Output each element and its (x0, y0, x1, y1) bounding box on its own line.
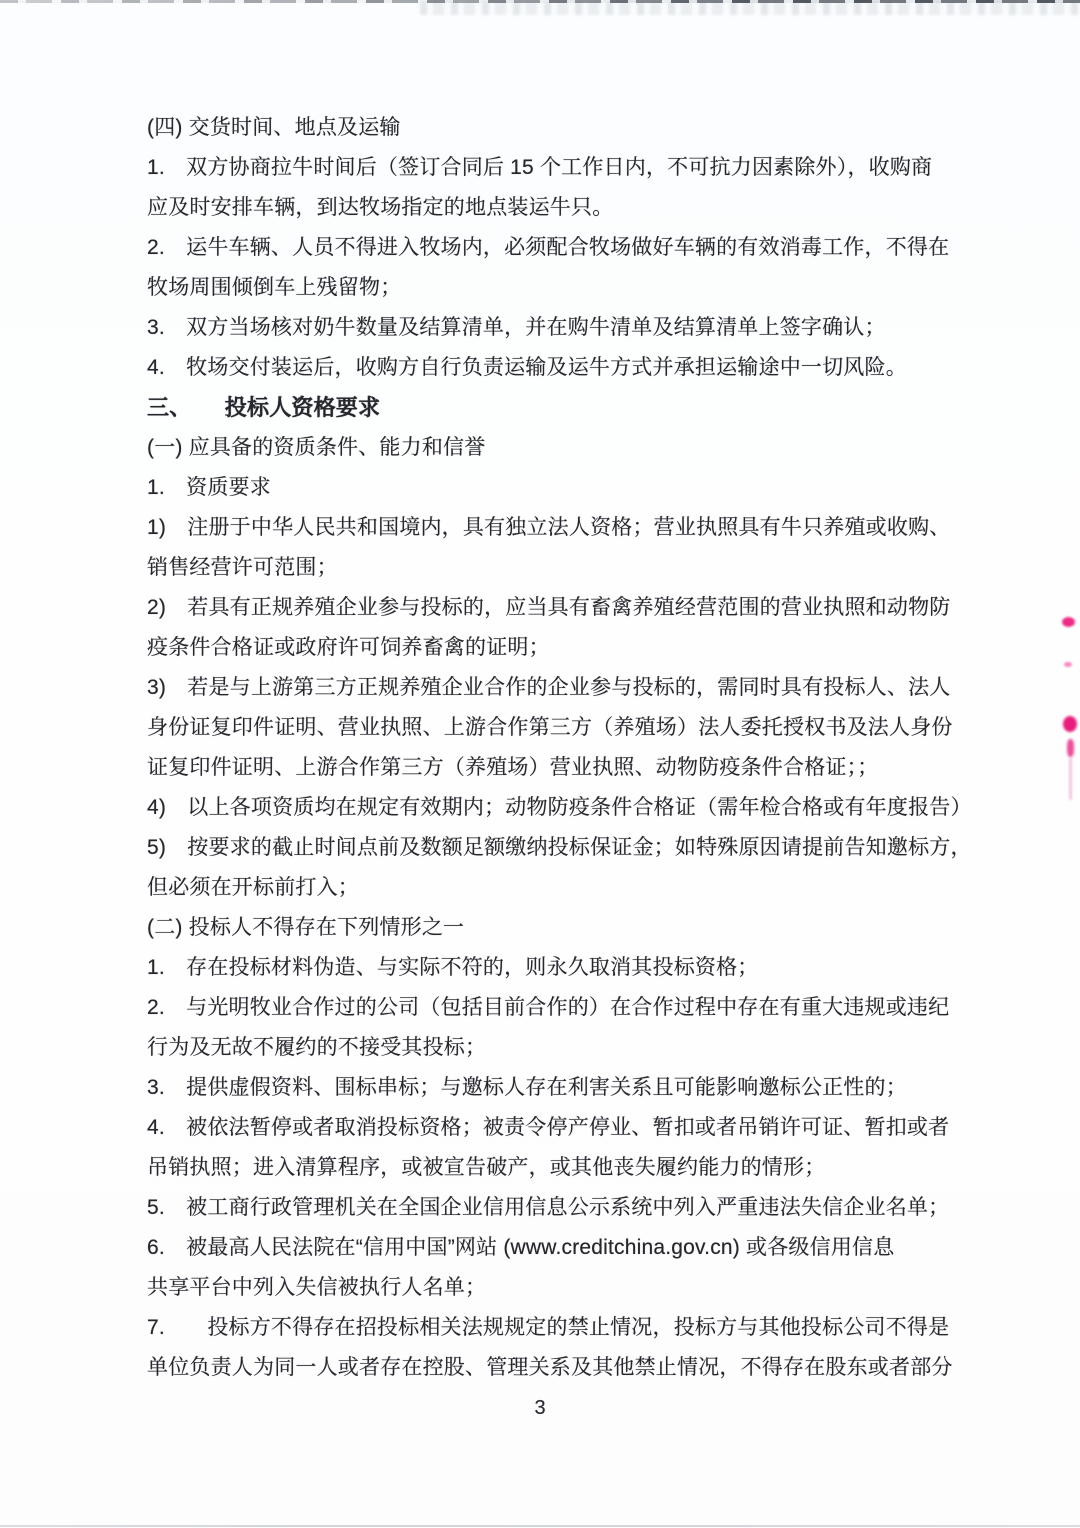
text-line: 牧场周围倾倒车上残留物； (147, 276, 402, 299)
text-line: 6. 被最高人民法院在“信用中国”网站 (www.creditchina.gov.cn) 或各级信用信息 (147, 1236, 895, 1259)
text-line: 证复印件证明、上游合作第三方（养殖场）营业执照、动物防疫条件合格证；； (147, 756, 879, 779)
document-text (147, 108, 972, 1388)
pink-ink-mark (1062, 617, 1075, 627)
text-line: 共享平台中列入失信被执行人名单； (147, 1276, 487, 1299)
text-line: (四) 交货时间、地点及运输 (147, 116, 401, 139)
text-line: 4. 被依法暂停或者取消投标资格；被责令停产停业、暂扣或者吊销许可证、暂扣或者 (147, 1116, 950, 1139)
text-line: 3. 双方当场核对奶牛数量及结算清单，并在购牛清单及结算清单上签字确认； (147, 316, 886, 339)
text-line: 5) 按要求的截止时间点前及数额足额缴纳投标保证金；如特殊原因请提前告知邀标方， (147, 836, 972, 859)
text-line: 2. 与光明牧业合作过的公司（包括目前合作的）在合作过程中存在有重大违规或违纪 (147, 996, 950, 1019)
text-line: 但必须在开标前打入； (147, 876, 359, 899)
text-line: 行为及无故不履约的不接受其投标； (147, 1036, 487, 1059)
text-line: (二) 投标人不得存在下列情形之一 (147, 916, 465, 939)
scan-artifact-bottom-edge (0, 1525, 1080, 1527)
pink-ink-mark (1064, 662, 1072, 667)
text-line: 3) 若是与上游第三方正规养殖企业合作的企业参与投标的，需同时具有投标人、法人 (147, 676, 951, 699)
text-line: 销售经营许可范围； (147, 556, 338, 579)
text-line: 7. 投标方不得存在招投标相关法规规定的禁止情况，投标方与其他投标公司不得是 (147, 1316, 950, 1339)
pink-ink-streak (1069, 758, 1072, 800)
section-heading-line: 三、 投标人资格要求 (147, 395, 381, 420)
page-number: 3 (534, 1397, 546, 1419)
pink-ink-mark (1067, 739, 1074, 757)
text-line: 2) 若具有正规养殖企业参与投标的，应当具有畜禽养殖经营范围的营业执照和动物防 (147, 596, 951, 619)
text-line: 4) 以上各项资质均在规定有效期内；动物防疫条件合格证（需年检合格或有年度报告） (147, 796, 972, 819)
pink-ink-mark (1063, 716, 1077, 732)
text-line: 3. 提供虚假资料、围标串标；与邀标人存在利害关系且可能影响邀标公正性的； (147, 1076, 907, 1099)
text-line: 单位负责人为同一人或者存在控股、管理关系及其他禁止情况，不得存在股东或者部分 (147, 1356, 953, 1379)
text-line: 疫条件合格证或政府许可饲养畜禽的证明； (147, 636, 550, 659)
text-line: 吊销执照；进入清算程序，或被宣告破产，或其他丧失履约能力的情形； (147, 1156, 826, 1179)
text-line: 2. 运牛车辆、人员不得进入牧场内，必须配合牧场做好车辆的有效消毒工作，不得在 (147, 236, 950, 259)
scan-artifact-top-noise (420, 2, 1080, 15)
text-line: 4. 牧场交付装运后，收购方自行负责运输及运牛方式并承担运输途中一切风险。 (147, 356, 907, 379)
text-line: 身份证复印件证明、营业执照、上游合作第三方（养殖场）法人委托授权书及法人身份 (147, 716, 953, 739)
text-line: 1. 双方协商拉牛时间后（签订合同后 15 个工作日内，不可抗力因素除外），收购商 (147, 156, 933, 179)
text-line: 1. 存在投标材料伪造、与实际不符的，则永久取消其投标资格； (147, 956, 759, 979)
text-line: 1. 资质要求 (147, 476, 271, 499)
text-line: 5. 被工商行政管理机关在全国企业信用信息公示系统中列入严重违法失信企业名单； (147, 1196, 950, 1219)
text-line: 1) 注册于中华人民共和国境内，具有独立法人资格；营业执照具有牛只养殖或收购、 (147, 516, 951, 539)
text-line: (一) 应具备的资质条件、能力和信誉 (147, 436, 486, 459)
text-line: 应及时安排车辆，到达牧场指定的地点装运牛只。 (147, 196, 614, 219)
